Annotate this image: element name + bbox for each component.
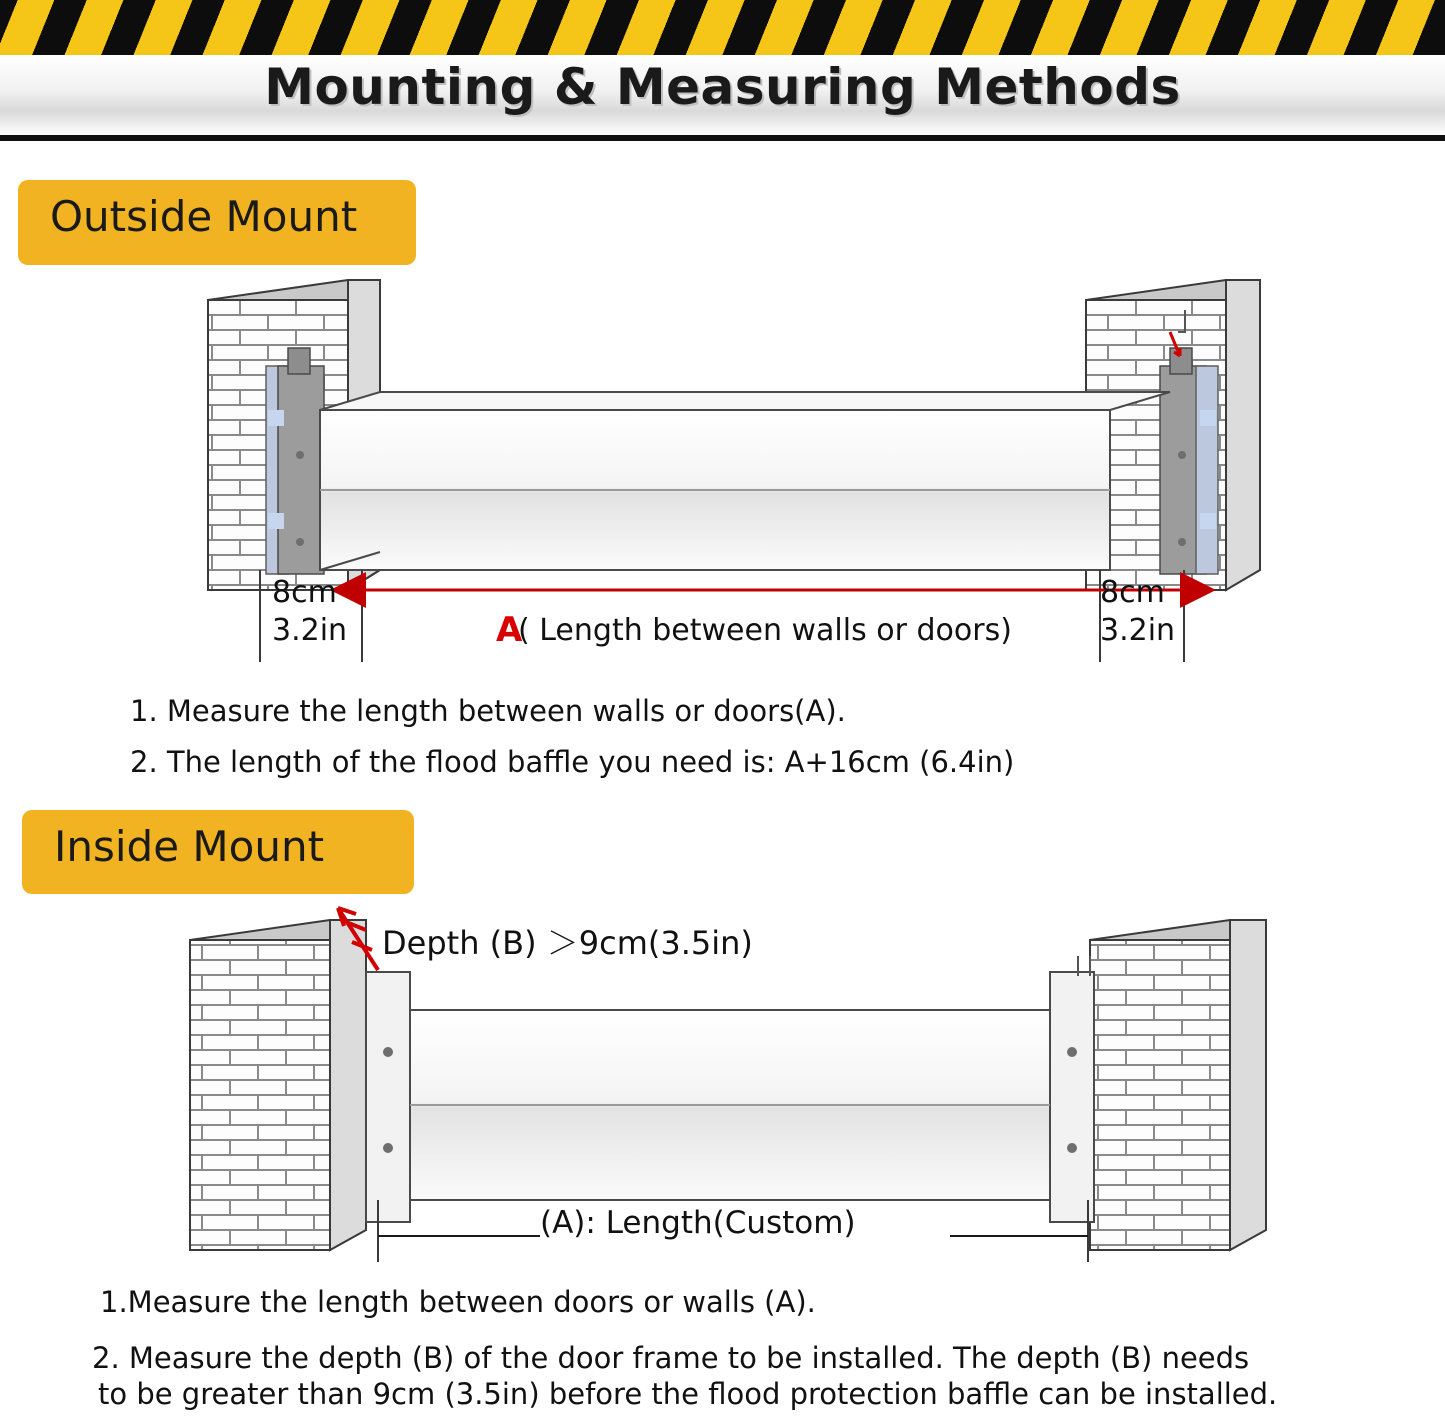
outside-mount-diagram xyxy=(170,270,1290,670)
span-letter-a: A xyxy=(496,610,523,650)
outside-right-dimension-cm: 8cm xyxy=(1100,575,1165,610)
outside-step-1: 1. Measure the length between walls or doors(A). xyxy=(130,694,846,728)
outside-left-dimension-cm: 8cm xyxy=(272,575,337,610)
section-badge-inside-mount: Inside Mount xyxy=(22,810,414,894)
section-badge-outside-mount: Outside Mount xyxy=(18,180,416,265)
page-title: Mounting & Measuring Methods xyxy=(264,58,1181,116)
outside-left-dimension-in: 3.2in xyxy=(272,613,348,648)
inside-step-2-line-1: 2. Measure the depth (B) of the door frame to be installed. The depth (B) needs xyxy=(92,1341,1250,1375)
inside-length-label: (A): Length(Custom) xyxy=(540,1205,856,1241)
outside-step-2: 2. The length of the flood baffle you need is: A+16cm (6.4in) xyxy=(130,745,1015,779)
span-caption: ( Length between walls or doors) xyxy=(518,613,1012,648)
inside-step-1: 1.Measure the length between doors or walls (A). xyxy=(100,1285,816,1319)
hazard-stripe-banner xyxy=(0,0,1445,55)
inside-depth-label: Depth (B) ＞9cm(3.5in) xyxy=(382,924,753,962)
outside-right-dimension-in: 3.2in xyxy=(1100,613,1176,648)
inside-step-2-line-2: to be greater than 9cm (3.5in) before the flood protection baffle can be installed. xyxy=(98,1377,1278,1411)
